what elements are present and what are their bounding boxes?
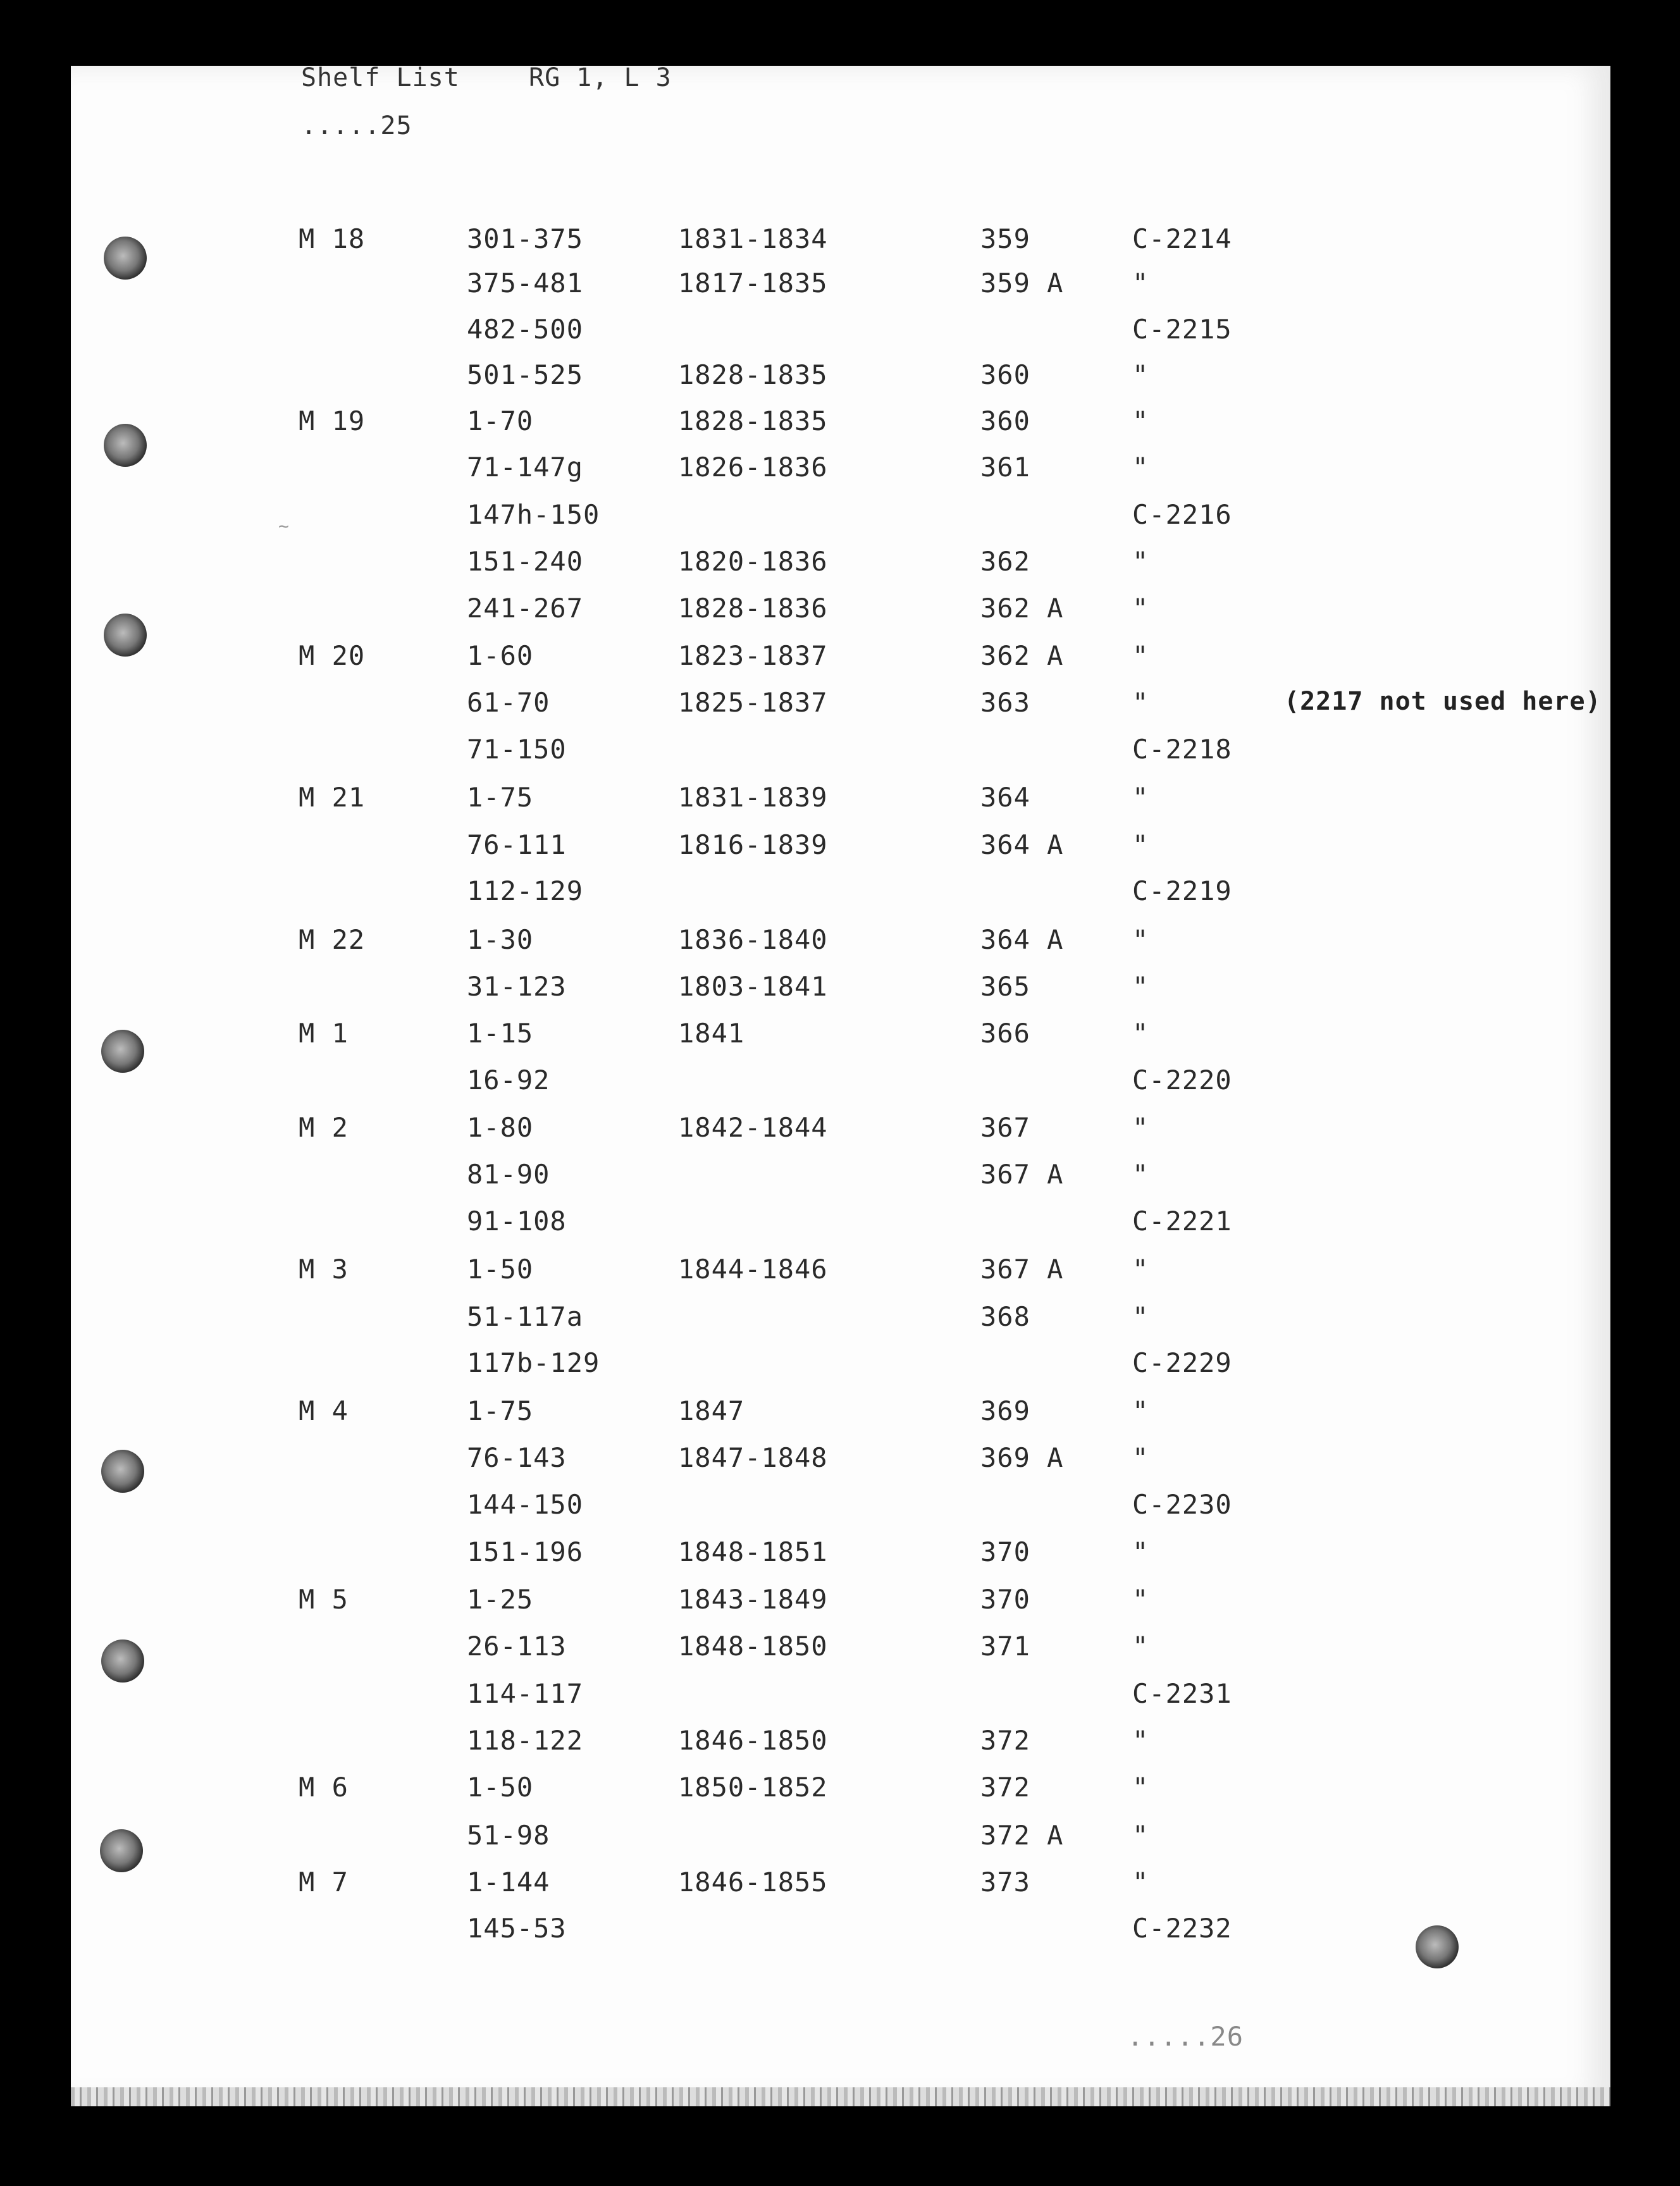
volume-cell: 366 [980, 1018, 1030, 1049]
volume-cell: 372 A [980, 1820, 1064, 1851]
box-cell: M 6 [299, 1772, 349, 1803]
binder-hole [104, 424, 147, 467]
item-range-cell: 71-150 [467, 734, 567, 765]
date-range-cell: 1823-1837 [678, 640, 828, 671]
reel-cell: " [1132, 1254, 1149, 1285]
item-range-cell: 31-123 [467, 971, 567, 1002]
reel-cell: C-2221 [1132, 1206, 1232, 1237]
reel-cell: C-2216 [1132, 499, 1232, 530]
date-range-cell: 1828-1836 [678, 593, 828, 624]
date-range-cell: 1836-1840 [678, 924, 828, 955]
volume-cell: 371 [980, 1631, 1030, 1662]
reel-cell: C-2230 [1132, 1489, 1232, 1520]
footer-page-marker: .....26 [1127, 2021, 1244, 2052]
item-range-cell: 1-60 [467, 640, 534, 671]
item-range-cell: 81-90 [467, 1159, 550, 1190]
volume-cell: 362 A [980, 640, 1064, 671]
reel-cell: " [1132, 1159, 1149, 1190]
volume-cell: 364 A [980, 829, 1064, 860]
date-range-cell: 1831-1834 [678, 223, 828, 254]
reel-cell: " [1132, 687, 1149, 718]
volume-cell: 360 [980, 359, 1030, 390]
box-cell: M 2 [299, 1112, 349, 1143]
item-range-cell: 76-143 [467, 1442, 567, 1473]
binder-hole [1416, 1925, 1459, 1968]
date-range-cell: 1803-1841 [678, 971, 828, 1002]
date-range-cell: 1847 [678, 1395, 745, 1426]
reel-cell: " [1132, 1112, 1149, 1143]
item-range-cell: 151-240 [467, 546, 584, 577]
item-range-cell: 1-30 [467, 924, 534, 955]
item-range-cell: 1-25 [467, 1584, 534, 1615]
margin-mark: ~ [278, 516, 289, 536]
header-ref: RG 1, L 3 [529, 63, 672, 92]
date-range-cell: 1848-1850 [678, 1631, 828, 1662]
date-range-cell: 1825-1837 [678, 687, 828, 718]
box-cell: M 7 [299, 1867, 349, 1898]
reel-cell: C-2218 [1132, 734, 1232, 765]
reel-cell: " [1132, 452, 1149, 483]
item-range-cell: 1-50 [467, 1254, 534, 1285]
date-range-cell: 1846-1850 [678, 1725, 828, 1756]
reel-cell: C-2231 [1132, 1678, 1232, 1709]
volume-cell: 363 [980, 687, 1030, 718]
reel-cell: " [1132, 1584, 1149, 1615]
volume-cell: 370 [980, 1536, 1030, 1567]
reel-cell: " [1132, 1018, 1149, 1049]
date-range-cell: 1816-1839 [678, 829, 828, 860]
date-range-cell: 1850-1852 [678, 1772, 828, 1803]
binder-hole [101, 1030, 144, 1073]
reel-cell: " [1132, 405, 1149, 436]
item-range-cell: 241-267 [467, 593, 584, 624]
volume-cell: 362 A [980, 593, 1064, 624]
binder-hole [104, 237, 147, 280]
volume-cell: 373 [980, 1867, 1030, 1898]
reel-cell: C-2232 [1132, 1913, 1232, 1944]
date-range-cell: 1831-1839 [678, 782, 828, 813]
reel-cell: " [1132, 1301, 1149, 1332]
item-range-cell: 117b-129 [467, 1347, 600, 1378]
date-range-cell: 1828-1835 [678, 405, 828, 436]
box-cell: M 20 [299, 640, 366, 671]
date-range-cell: 1841 [678, 1018, 745, 1049]
date-range-cell: 1844-1846 [678, 1254, 828, 1285]
date-range-cell: 1843-1849 [678, 1584, 828, 1615]
reel-cell: C-2229 [1132, 1347, 1232, 1378]
reel-cell: " [1132, 1725, 1149, 1756]
date-range-cell: 1846-1855 [678, 1867, 828, 1898]
box-cell: M 22 [299, 924, 366, 955]
volume-cell: 372 [980, 1772, 1030, 1803]
item-range-cell: 61-70 [467, 687, 550, 718]
item-range-cell: 76-111 [467, 829, 567, 860]
reel-cell: " [1132, 593, 1149, 624]
item-range-cell: 1-15 [467, 1018, 534, 1049]
item-range-cell: 1-80 [467, 1112, 534, 1143]
item-range-cell: 91-108 [467, 1206, 567, 1237]
date-range-cell: 1847-1848 [678, 1442, 828, 1473]
volume-cell: 362 [980, 546, 1030, 577]
item-range-cell: 1-75 [467, 782, 534, 813]
reel-cell: " [1132, 1442, 1149, 1473]
binder-hole [101, 1450, 144, 1493]
reel-cell: " [1132, 924, 1149, 955]
header-title: Shelf List [301, 63, 460, 92]
volume-cell: 368 [980, 1301, 1030, 1332]
reel-cell: C-2220 [1132, 1065, 1232, 1096]
item-range-cell: 1-144 [467, 1867, 550, 1898]
reel-cell: " [1132, 359, 1149, 390]
reel-cell: " [1132, 640, 1149, 671]
item-range-cell: 118-122 [467, 1725, 584, 1756]
box-cell: M 3 [299, 1254, 349, 1285]
volume-cell: 364 A [980, 924, 1064, 955]
volume-cell: 365 [980, 971, 1030, 1002]
reel-cell: " [1132, 971, 1149, 1002]
box-cell: M 21 [299, 782, 366, 813]
box-cell: M 19 [299, 405, 366, 436]
item-range-cell: 151-196 [467, 1536, 584, 1567]
note-cell: (2217 not used here) [1284, 687, 1602, 716]
item-range-cell: 301-375 [467, 223, 584, 254]
date-range-cell: 1842-1844 [678, 1112, 828, 1143]
volume-cell: 372 [980, 1725, 1030, 1756]
reel-cell: " [1132, 1631, 1149, 1662]
box-cell: M 5 [299, 1584, 349, 1615]
box-cell: M 18 [299, 223, 366, 254]
reel-cell: " [1132, 829, 1149, 860]
date-range-cell: 1848-1851 [678, 1536, 828, 1567]
volume-cell: 360 [980, 405, 1030, 436]
volume-cell: 359 [980, 223, 1030, 254]
volume-cell: 370 [980, 1584, 1030, 1615]
item-range-cell: 482-500 [467, 314, 584, 345]
volume-cell: 364 [980, 782, 1030, 813]
reel-cell: " [1132, 782, 1149, 813]
reel-cell: " [1132, 1820, 1149, 1851]
item-range-cell: 147h-150 [467, 499, 600, 530]
item-range-cell: 375-481 [467, 268, 584, 299]
paper-bottom-edge [71, 2087, 1610, 2106]
date-range-cell: 1820-1836 [678, 546, 828, 577]
item-range-cell: 71-147g [467, 452, 584, 483]
item-range-cell: 51-117a [467, 1301, 584, 1332]
header-page-marker: .....25 [301, 111, 412, 140]
item-range-cell: 501-525 [467, 359, 584, 390]
item-range-cell: 26-113 [467, 1631, 567, 1662]
reel-cell: " [1132, 1536, 1149, 1567]
item-range-cell: 114-117 [467, 1678, 584, 1709]
volume-cell: 369 [980, 1395, 1030, 1426]
date-range-cell: 1826-1836 [678, 452, 828, 483]
reel-cell: " [1132, 546, 1149, 577]
reel-cell: C-2219 [1132, 875, 1232, 906]
volume-cell: 369 A [980, 1442, 1064, 1473]
binder-hole [100, 1829, 143, 1872]
reel-cell: " [1132, 1395, 1149, 1426]
item-range-cell: 16-92 [467, 1065, 550, 1096]
item-range-cell: 1-50 [467, 1772, 534, 1803]
reel-cell: C-2215 [1132, 314, 1232, 345]
box-cell: M 4 [299, 1395, 349, 1426]
reel-cell: " [1132, 1867, 1149, 1898]
item-range-cell: 145-53 [467, 1913, 567, 1944]
date-range-cell: 1817-1835 [678, 268, 828, 299]
item-range-cell: 112-129 [467, 875, 584, 906]
item-range-cell: 1-70 [467, 405, 534, 436]
volume-cell: 361 [980, 452, 1030, 483]
reel-cell: C-2214 [1132, 223, 1232, 254]
reel-cell: " [1132, 1772, 1149, 1803]
volume-cell: 367 [980, 1112, 1030, 1143]
item-range-cell: 51-98 [467, 1820, 550, 1851]
binder-hole [104, 614, 147, 657]
item-range-cell: 144-150 [467, 1489, 584, 1520]
volume-cell: 367 A [980, 1159, 1064, 1190]
box-cell: M 1 [299, 1018, 349, 1049]
reel-cell: " [1132, 268, 1149, 299]
volume-cell: 359 A [980, 268, 1064, 299]
item-range-cell: 1-75 [467, 1395, 534, 1426]
date-range-cell: 1828-1835 [678, 359, 828, 390]
volume-cell: 367 A [980, 1254, 1064, 1285]
binder-hole [101, 1640, 144, 1683]
